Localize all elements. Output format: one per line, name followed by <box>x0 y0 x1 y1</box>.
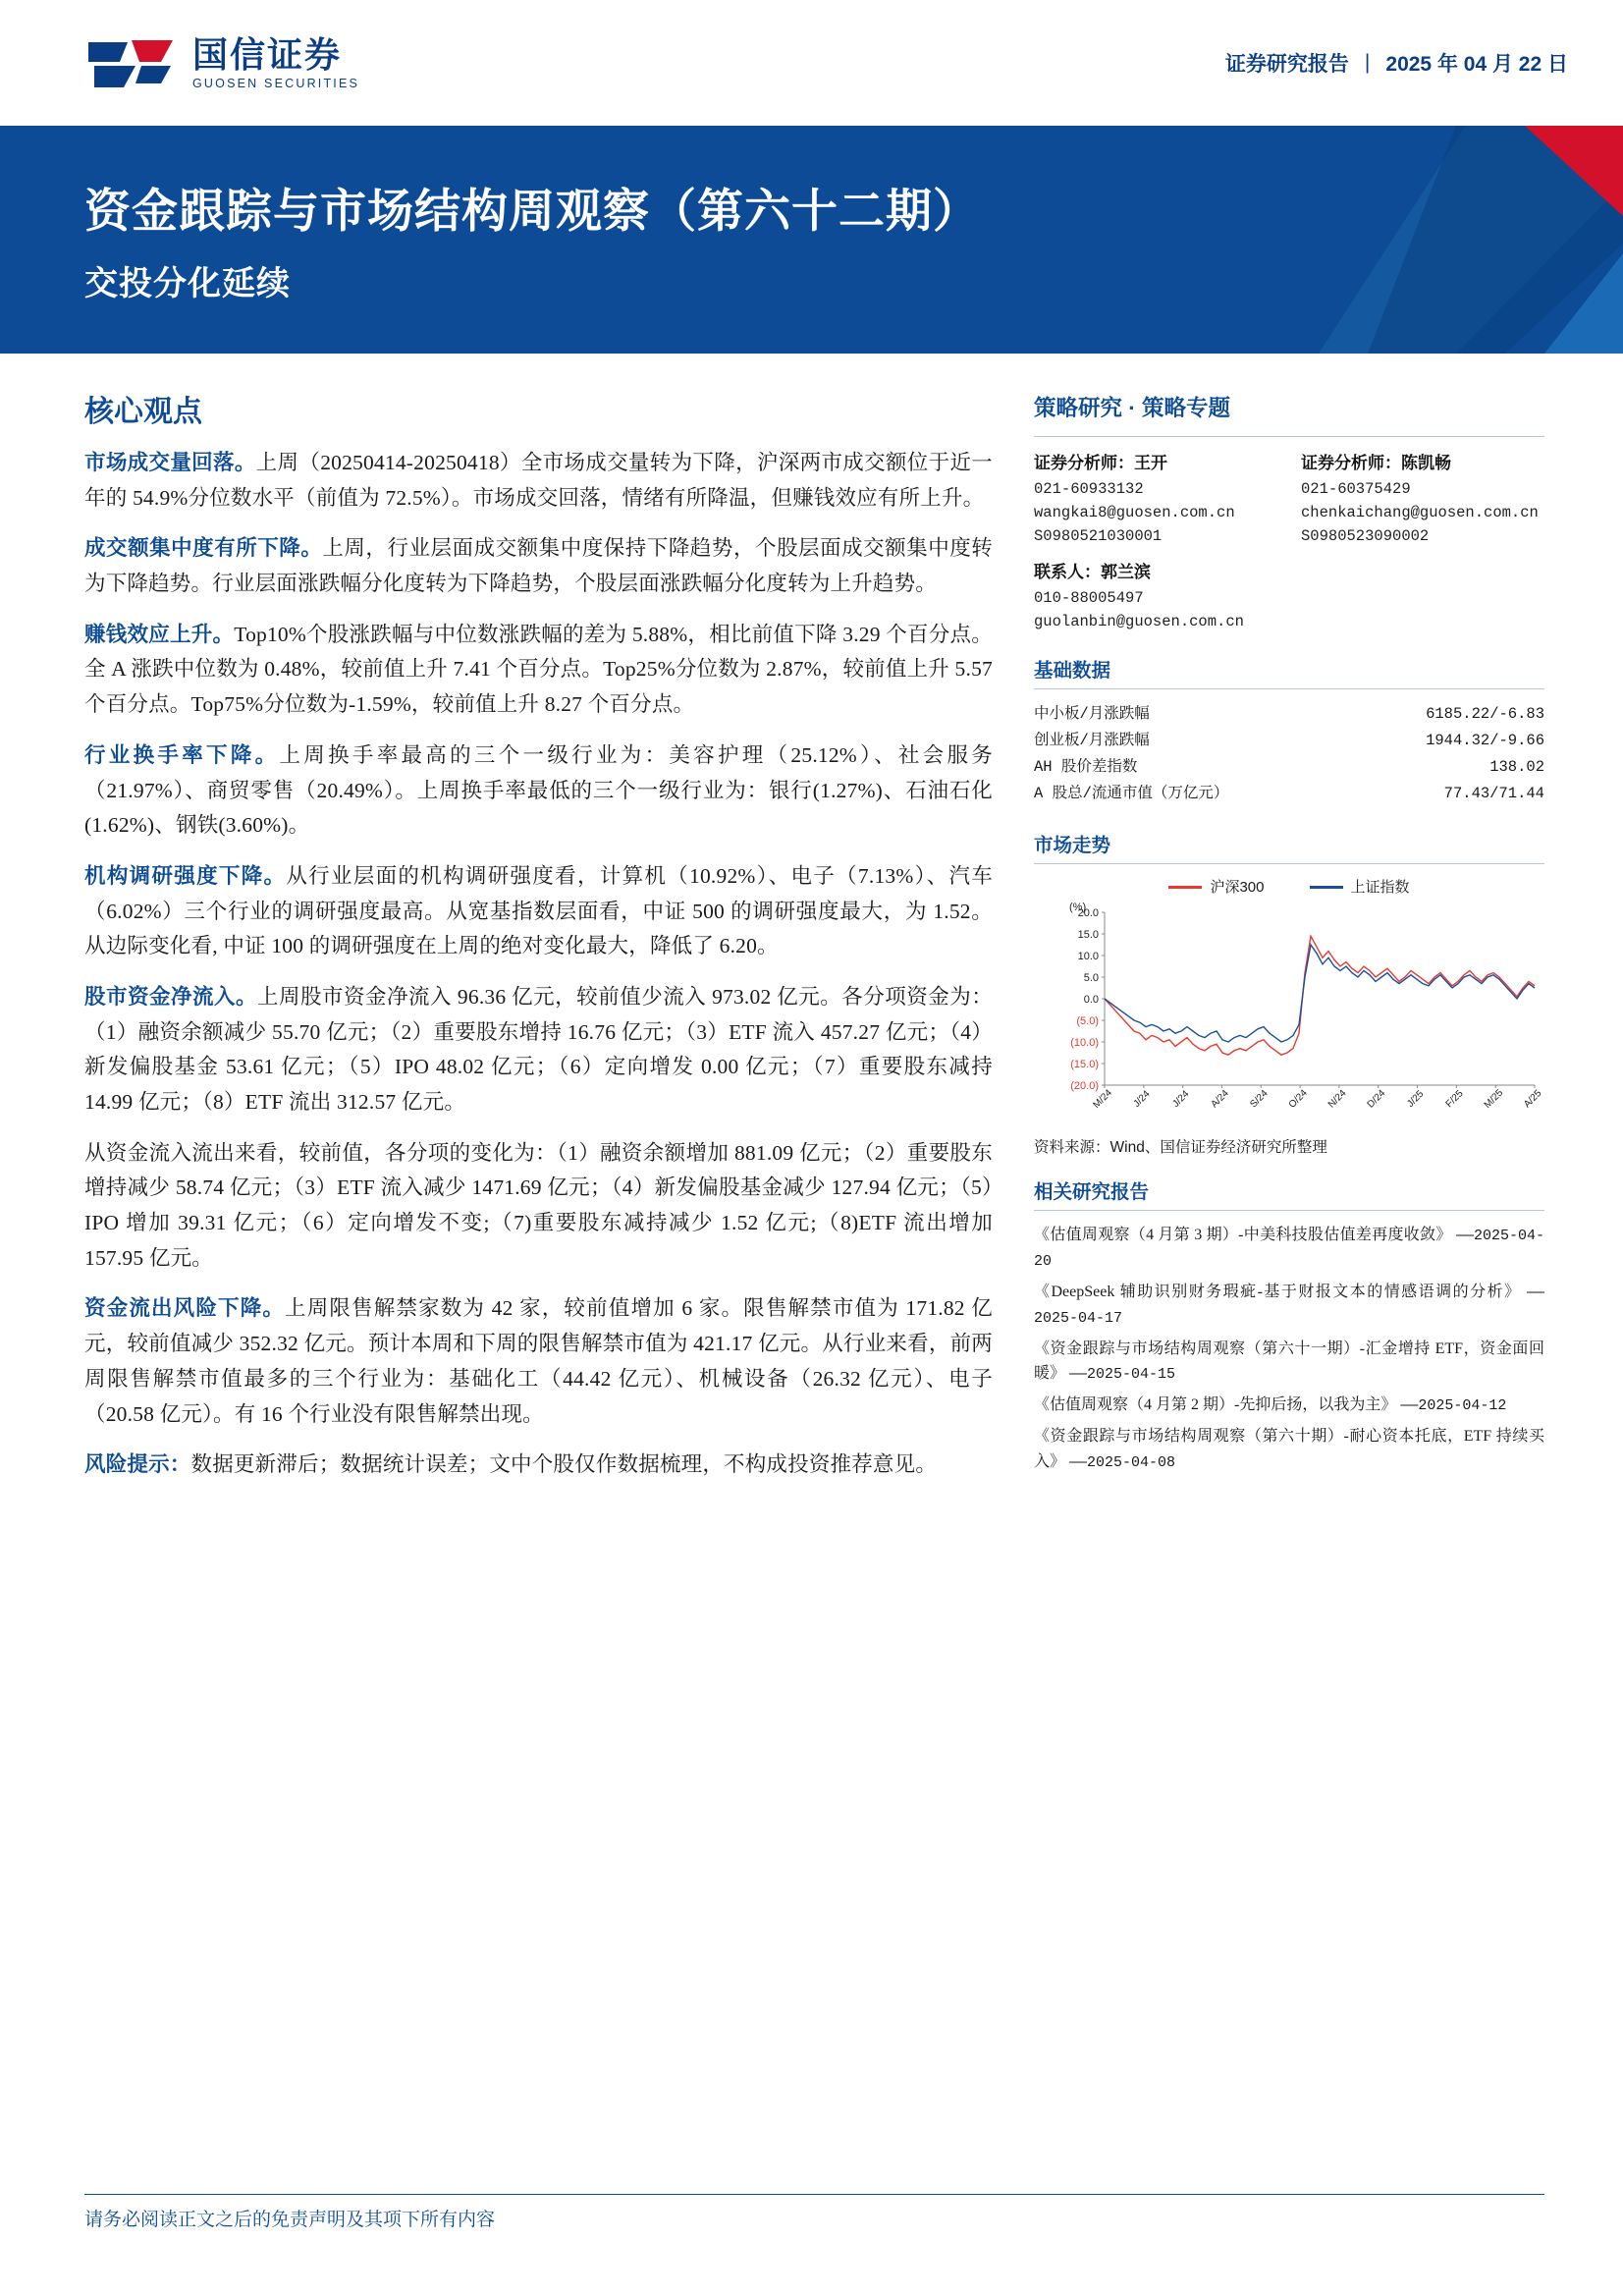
sidebar-column <box>1034 387 1544 1499</box>
chart-source: 资料来源：Wind、国信证券经济研究所整理 <box>1034 1138 1327 1156</box>
row-label: 创业板/月涨跌幅 <box>1034 732 1150 750</box>
related-reports-heading: 相关研究报告 <box>1034 1180 1150 1203</box>
company-logo <box>84 32 359 93</box>
sidebar-title: 策略研究 · 策略专题 <box>1034 396 1230 420</box>
guosen-logo-icon <box>84 32 179 93</box>
list-item[interactable]: 《资金跟踪与市场结构周观察（第六十一期）-汇金增持 ETF，资金面回暖》 ——2025-04-15 <box>1034 1339 1544 1384</box>
paragraph-lead: 股市资金净流入。 <box>84 984 258 1009</box>
paragraph <box>84 859 993 964</box>
svg-text:M/25: M/25 <box>1482 1087 1506 1111</box>
report-title: 资金跟踪与市场结构周观察（第六十二期） <box>84 185 980 237</box>
svg-text:A/24: A/24 <box>1209 1087 1231 1110</box>
basic-data-heading: 基础数据 <box>1034 660 1111 683</box>
paragraph-body: 上周，行业层面成交额集中度保持下降趋势，个股层面成交额集中度转为下降趋势。行业层面涨跌幅分化度转为下降趋势，个股层面涨跌幅分化度转为上升趋势。 <box>84 536 993 596</box>
svg-text:(20.0): (20.0) <box>1070 1079 1099 1092</box>
legend-item-hs300: 沪深300 <box>1168 876 1264 897</box>
svg-text:F/25: F/25 <box>1443 1087 1466 1110</box>
market-trend-chart <box>1034 876 1544 1129</box>
paragraph-lead: 成交额集中度有所下降。 <box>84 536 323 561</box>
svg-text:(15.0): (15.0) <box>1070 1058 1099 1070</box>
divider <box>1034 1210 1544 1211</box>
paragraph-body: 上周（20250414-20250418）全市场成交量转为下降，沪深两市成交额位于近一年的 54.9%分位数水平（前值为 72.5%）。市场成交回落，情绪有所降温，但赚钱效应有所上升。 <box>84 451 994 510</box>
report-link[interactable]: 《DeepSeek 辅助识别财务瑕疵-基于财报文本的情感语调的分析》 <box>1034 1283 1522 1300</box>
footer-divider <box>84 2194 1544 2195</box>
analyst-phone: 021-60933132 <box>1034 480 1144 498</box>
svg-text:15.0: 15.0 <box>1077 928 1099 941</box>
svg-text:M/24: M/24 <box>1091 1087 1114 1111</box>
paragraph-risk <box>84 1448 993 1483</box>
paragraph <box>84 738 993 844</box>
paragraph <box>84 446 993 516</box>
title-banner <box>0 126 1623 354</box>
header-separator: | <box>1364 51 1371 74</box>
report-link[interactable]: 《资金跟踪与市场结构周观察（第六十一期）-汇金增持 ETF，资金面回暖》 <box>1034 1339 1544 1383</box>
core-views-column <box>84 387 993 1499</box>
paragraph-lead: 行业换手率下降。 <box>84 742 280 767</box>
paragraph-body: 上周换手率最高的三个一级行业为：美容护理（25.12%）、社会服务（21.97%）、商贸零售（20.49%）。上周换手率最低的三个一级行业为：银行(1.27%)、石油石化(1.62%)、钢铁(3.60%)。 <box>84 742 993 838</box>
paragraph-lead: 资金流出风险下降。 <box>84 1296 286 1321</box>
list-item[interactable]: 《资金跟踪与市场结构周观察（第六十期）-耐心资本托底，ETF 持续买入》 ——2025-04-08 <box>1034 1428 1544 1471</box>
paragraph-body: Top10%个股涨跌幅与中位数涨跌幅的差为 5.88%，相比前值下降 3.29 个百分点。全 A 涨跌中位数为 0.48%，较前值上升 7.41 个百分点。Top25%分位数为 2.87%，较前值上升 5.57 个百分点。Top75%分位数为-1.59%，较前值上升 8.27 个百分点。 <box>84 622 993 717</box>
row-value: 77.43/71.44 <box>1443 785 1544 803</box>
table-row <box>1034 728 1544 754</box>
svg-text:10.0: 10.0 <box>1077 950 1099 962</box>
report-date: 2025 年 04 月 22 日 <box>1385 53 1568 76</box>
legend-item-sse: 上证指数 <box>1310 876 1410 897</box>
contact-name: 联系人：郭兰滨 <box>1034 563 1151 582</box>
paragraph-body: 从资金流入流出来看，较前值，各分项的变化为：（1）融资余额增加 881.09 亿元；（2）重要股东增持减少 58.74 亿元；（3）ETF 流入减少 1471.69 亿元；（4）新发偏股基金减少 127.94 亿元；（5）IPO 增加 39.31 亿元；（6）定向增发不变;（7)重要股东减持减少 1.52 亿元;（8)ETF 流出增加 157.95 亿元。 <box>84 1140 993 1270</box>
svg-text:A/25: A/25 <box>1522 1087 1544 1110</box>
paragraph-lead: 市场成交量回落。 <box>84 451 256 474</box>
row-value: 1944.32/-9.66 <box>1426 732 1544 750</box>
svg-text:(10.0): (10.0) <box>1070 1036 1099 1049</box>
analyst-name: 证券分析师：王开 <box>1034 454 1167 472</box>
logo-text-en: GUOSEN SECURITIES <box>192 77 360 91</box>
table-row <box>1034 701 1544 728</box>
paragraph-body: 从行业层面的机构调研强度看，计算机（10.92%）、电子（7.13%）、汽车（6.02%）三个行业的调研强度最高。从宽基指数层面看，中证 500 的调研强度最大，为 1.52。从边际变化看, 中证 100 的调研强度在上周的绝对变化最大，降低了 6.20。 <box>84 863 993 958</box>
svg-text:20.0: 20.0 <box>1077 906 1099 919</box>
svg-text:J/24: J/24 <box>1131 1088 1153 1110</box>
analyst-name: 证券分析师：陈凯畅 <box>1301 454 1451 472</box>
analyst-card <box>1301 449 1542 548</box>
analyst-cert: S0980523090002 <box>1301 527 1430 546</box>
svg-text:J/25: J/25 <box>1405 1088 1427 1110</box>
divider <box>1034 863 1544 864</box>
paragraph-body: 上周限售解禁家数为 42 家，较前值增加 6 家。限售解禁市值为 171.82 亿元，较前值减少 352.32 亿元。预计本周和下周的限售解禁市值为 421.17 亿元。从行业来看，前两周限售解禁市值最多的三个行业为：基础化工（44.42 亿元）、机械设备（26.32 亿元）、电子（20.58 亿元）。有 16 个行业没有限售解禁出现。 <box>84 1296 993 1426</box>
paragraph <box>84 1291 993 1432</box>
svg-text:J/24: J/24 <box>1170 1088 1192 1110</box>
row-label: 中小板/月涨跌幅 <box>1034 705 1150 724</box>
table-row <box>1034 754 1544 781</box>
contact-email[interactable]: guolanbin@guosen.com.cn <box>1034 613 1244 631</box>
paragraph-lead: 风险提示： <box>84 1452 191 1477</box>
report-date: 2025-04-17 <box>1034 1309 1123 1327</box>
report-date: 2025-04-12 <box>1418 1397 1507 1415</box>
list-item[interactable]: 《DeepSeek 辅助识别财务瑕疵-基于财报文本的情感语调的分析》 ——2025-04-17 <box>1034 1283 1544 1327</box>
page-content <box>0 354 1623 1499</box>
report-date: 2025-04-15 <box>1087 1366 1176 1384</box>
row-value: 6185.22/-6.83 <box>1426 705 1544 724</box>
report-subtitle: 交投分化延续 <box>84 265 291 302</box>
analyst-email[interactable]: chenkaichang@guosen.com.cn <box>1301 504 1539 522</box>
page-footer <box>84 2194 1544 2231</box>
header-meta <box>1225 48 1568 78</box>
paragraph <box>84 980 993 1121</box>
analyst-card <box>1034 449 1275 548</box>
paragraph-body: 数据更新滞后；数据统计误差；文中个股仅作数据梳理，不构成投资推荐意见。 <box>190 1452 938 1477</box>
svg-text:D/24: D/24 <box>1365 1087 1388 1111</box>
svg-text:(5.0): (5.0) <box>1076 1014 1099 1027</box>
report-link[interactable]: 《资金跟踪与市场结构周观察（第六十期）-耐心资本托底，ETF 持续买入》 <box>1034 1428 1544 1470</box>
analyst-email[interactable]: wangkai8@guosen.com.cn <box>1034 504 1235 522</box>
svg-text:(%): (%) <box>1069 901 1087 913</box>
report-link[interactable]: 《估值周观察（4 月第 2 期）-先抑后扬，以我为主》 <box>1034 1396 1397 1414</box>
contact-card <box>1034 558 1275 633</box>
logo-text-cn: 国信证券 <box>192 33 343 75</box>
list-item[interactable]: 《估值周观察（4 月第 2 期）-先抑后扬，以我为主》 ——2025-04-12 <box>1034 1396 1507 1415</box>
paragraph-lead: 机构调研强度下降。 <box>84 863 287 888</box>
svg-text:O/24: O/24 <box>1286 1087 1310 1111</box>
analyst-list <box>1034 449 1544 548</box>
market-trend-heading: 市场走势 <box>1034 834 1111 856</box>
footer-disclaimer: 请务必阅读正文之后的免责声明及其项下所有内容 <box>84 2210 496 2230</box>
analyst-phone: 021-60375429 <box>1301 480 1411 498</box>
row-label: AH 股价差指数 <box>1034 758 1138 777</box>
analyst-cert: S0980521030001 <box>1034 527 1163 546</box>
chart-canvas <box>1034 899 1544 1124</box>
svg-text:5.0: 5.0 <box>1083 971 1099 984</box>
divider <box>1034 436 1544 437</box>
svg-text:N/24: N/24 <box>1325 1087 1349 1111</box>
report-date: 2025-04-20 <box>1034 1227 1545 1270</box>
list-item[interactable]: 《估值周观察（4 月第 3 期）-中美科技股估值差再度收敛》 ——2025-04-20 <box>1034 1226 1545 1270</box>
svg-text:S/24: S/24 <box>1248 1087 1271 1110</box>
paragraph <box>84 618 993 723</box>
row-value: 138.02 <box>1489 758 1544 777</box>
core-views-heading: 核心观点 <box>84 396 202 428</box>
report-link[interactable]: 《估值周观察（4 月第 3 期）-中美科技股估值差再度收敛》 <box>1034 1226 1452 1243</box>
row-label: A 股总/流通市值（万亿元） <box>1034 785 1229 803</box>
paragraph-lead: 赚钱效应上升。 <box>84 622 235 646</box>
divider <box>1034 688 1544 689</box>
chart-legend <box>1034 876 1544 897</box>
paragraph-body: 上周股市资金净流入 96.36 亿元，较前值少流入 973.02 亿元。各分项资金为：（1）融资余额减少 55.70 亿元；（2）重要股东增持 16.76 亿元；（3）ETF 流入 457.27 亿元；（4）新发偏股基金 53.61 亿元；（5）IPO 48.02 亿元；（6）定向增发 0.00 亿元；（7）重要股东减持 14.99 亿元；（8）ETF 流出 312.57 亿元。 <box>84 984 993 1114</box>
table-row <box>1034 781 1544 807</box>
contact-phone: 010-88005497 <box>1034 589 1144 608</box>
paragraph <box>84 1136 993 1277</box>
basic-data-table <box>1034 701 1544 808</box>
svg-text:0.0: 0.0 <box>1083 993 1099 1006</box>
related-reports-list <box>1034 1223 1544 1475</box>
report-date: 2025-04-08 <box>1087 1453 1176 1471</box>
paragraph <box>84 531 993 601</box>
page-header <box>0 0 1623 126</box>
report-type-label: 证券研究报告 <box>1224 53 1349 76</box>
